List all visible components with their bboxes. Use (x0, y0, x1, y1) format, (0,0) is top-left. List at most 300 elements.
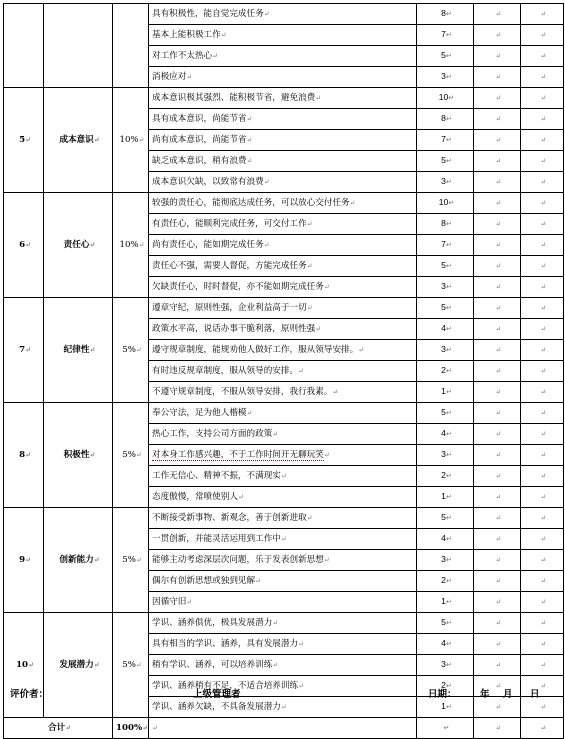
manager-score-cell (520, 361, 563, 382)
self-score-cell (473, 718, 520, 739)
criterion-text: 不断接受新事物、新观念，善于创新进取 (151, 513, 307, 523)
criterion-cell (148, 172, 416, 193)
item-index: 9 (19, 555, 26, 565)
score-cell (416, 256, 473, 277)
paragraph-mark-icon: ↵ (540, 199, 547, 207)
score-value: 7 (441, 239, 446, 249)
paragraph-mark-icon: ↵ (540, 598, 547, 606)
paragraph-mark-icon: ↵ (263, 10, 270, 18)
paragraph-mark-icon: ↵ (65, 723, 72, 732)
score-value: 1 (441, 701, 446, 711)
score-value: 1 (441, 596, 446, 606)
criterion-cell (148, 277, 416, 298)
self-score-cell (473, 487, 520, 508)
paragraph-mark-icon: ↵ (540, 10, 547, 18)
paragraph-mark-icon: ↵ (445, 221, 452, 228)
item-weight: 5% (122, 660, 136, 670)
paragraph-mark-icon: ↵ (315, 325, 322, 333)
item-name: 责任心 (63, 240, 90, 250)
criterion-text: 学识、涵养俱优，极具发展潜力 (151, 618, 273, 628)
self-score-cell (473, 403, 520, 424)
self-score-cell (473, 25, 520, 46)
paragraph-mark-icon: ↵ (495, 682, 502, 690)
paragraph-mark-icon: ↵ (445, 557, 452, 564)
criterion-text: 有责任心，能顺利完成任务，可交付工作 (151, 219, 307, 229)
criterion-cell (148, 487, 416, 508)
paragraph-mark-icon: ↵ (495, 661, 502, 669)
criterion-text: 具有积极性，能自觉完成任务 (151, 9, 264, 19)
score-value: 5 (441, 260, 446, 270)
criterion-text: 遵守规章制度，能规劝他人做好工作，服从领导安排。 (151, 345, 359, 355)
paragraph-mark-icon: ↵ (445, 242, 452, 249)
signature-footer (0, 684, 565, 702)
criterion-cell (148, 382, 416, 403)
criterion-text: 消极应对 (151, 72, 187, 82)
score-cell (416, 46, 473, 67)
paragraph-mark-icon: ↵ (540, 157, 547, 165)
item-index: 7 (19, 345, 26, 355)
paragraph-mark-icon: ↵ (246, 157, 253, 165)
score-cell (416, 445, 473, 466)
paragraph-mark-icon: ↵ (445, 641, 452, 648)
paragraph-mark-icon: ↵ (445, 599, 452, 606)
self-score-cell (473, 571, 520, 592)
paragraph-mark-icon: ↵ (89, 240, 96, 249)
paragraph-mark-icon: ↵ (93, 660, 100, 669)
self-score-cell (473, 466, 520, 487)
paragraph-mark-icon: ↵ (212, 52, 219, 60)
criterion-cell (148, 256, 416, 277)
score-value: 2 (441, 470, 446, 480)
score-cell (416, 487, 473, 508)
paragraph-mark-icon: ↵ (445, 452, 452, 459)
paragraph-mark-icon: ↵ (540, 178, 547, 186)
item-index-cell (4, 403, 44, 508)
paragraph-mark-icon: ↵ (445, 515, 452, 522)
paragraph-mark-icon: ↵ (540, 577, 547, 585)
score-cell (416, 634, 473, 655)
paragraph-mark-icon: ↵ (495, 220, 502, 228)
manager-score-cell (520, 88, 563, 109)
score-cell (416, 571, 473, 592)
paragraph-mark-icon: ↵ (445, 74, 452, 81)
score-cell (416, 151, 473, 172)
paragraph-mark-icon: ↵ (445, 494, 452, 501)
score-value: 3 (441, 344, 446, 354)
paragraph-mark-icon: ↵ (445, 263, 452, 270)
item-weight-cell (113, 298, 149, 403)
score-value: 2 (441, 680, 446, 690)
self-score-cell (473, 592, 520, 613)
manager-score-cell (520, 109, 563, 130)
paragraph-mark-icon: ↵ (358, 346, 365, 354)
table-row (4, 88, 564, 109)
score-cell (416, 193, 473, 214)
item-index: 5 (19, 135, 26, 145)
paragraph-mark-icon: ↵ (298, 682, 304, 690)
paragraph-mark-icon: ↵ (540, 52, 547, 60)
score-cell (416, 403, 473, 424)
paragraph-mark-icon: ↵ (25, 450, 31, 459)
score-cell (416, 4, 473, 25)
manager-score-cell (520, 487, 563, 508)
item-weight-cell (113, 4, 149, 88)
paragraph-mark-icon: ↵ (540, 493, 547, 501)
paragraph-mark-icon: ↵ (495, 388, 502, 396)
score-cell (416, 361, 473, 382)
paragraph-mark-icon: ↵ (445, 704, 452, 711)
paragraph-mark-icon: ↵ (138, 241, 145, 249)
paragraph-mark-icon: ↵ (323, 283, 330, 291)
item-name-cell (44, 88, 113, 193)
item-name-cell (44, 298, 113, 403)
criterion-cell (148, 403, 416, 424)
paragraph-mark-icon: ↵ (445, 347, 452, 354)
criterion-text: 因循守旧 (151, 597, 187, 607)
self-score-cell (473, 88, 520, 109)
total-weight: 100% (116, 723, 143, 733)
item-name-cell (44, 403, 113, 508)
self-score-cell (473, 235, 520, 256)
paragraph-mark-icon: ↵ (445, 389, 452, 396)
paragraph-mark-icon: ↵ (495, 619, 502, 627)
criterion-text: 热心工作，支持公司方面的政策 (151, 429, 273, 439)
score-value: 3 (441, 554, 446, 564)
paragraph-mark-icon: ↵ (540, 346, 547, 354)
paragraph-mark-icon: ↵ (495, 640, 502, 648)
self-score-cell (473, 193, 520, 214)
paragraph-mark-icon: ↵ (540, 661, 547, 669)
paragraph-mark-icon: ↵ (495, 346, 502, 354)
paragraph-mark-icon: ↵ (540, 73, 547, 81)
score-value: 3 (441, 659, 446, 669)
self-score-cell (473, 424, 520, 445)
item-index: 10 (16, 660, 29, 670)
item-name: 成本意识 (59, 135, 94, 145)
criterion-cell (148, 361, 416, 382)
criterion-cell (148, 46, 416, 67)
manager-score-cell (520, 550, 563, 571)
paragraph-mark-icon: ↵ (495, 556, 502, 564)
paragraph-mark-icon: ↵ (495, 703, 502, 711)
manager-score-cell (520, 25, 563, 46)
manager-score-cell (520, 256, 563, 277)
paragraph-mark-icon: ↵ (280, 472, 287, 480)
item-weight: 10% (119, 135, 139, 145)
criterion-text: 学识、涵养欠缺，不具备发展潜力 (151, 702, 281, 712)
paragraph-mark-icon: ↵ (315, 94, 322, 102)
paragraph-mark-icon: ↵ (142, 723, 148, 732)
criterion-text: 能够主动考虑深层次问题，乐于发表创新思想 (151, 555, 324, 565)
score-value: 5 (441, 155, 446, 165)
total-weight-cell (113, 718, 149, 739)
paragraph-mark-icon: ↵ (495, 535, 502, 543)
score-value: 5 (441, 302, 446, 312)
paragraph-mark-icon: ↵ (445, 410, 452, 417)
score-value: 7 (441, 29, 446, 39)
paragraph-mark-icon: ↵ (263, 241, 270, 249)
paragraph-mark-icon: ↵ (89, 345, 96, 354)
item-weight: 10% (119, 240, 139, 250)
criterion-text: 尚有成本意识，尚能节省 (151, 135, 247, 145)
self-score-cell (473, 46, 520, 67)
manager-score-cell (520, 277, 563, 298)
score-cell (416, 172, 473, 193)
paragraph-mark-icon: ↵ (540, 367, 547, 375)
item-index: 6 (19, 240, 26, 250)
paragraph-mark-icon: ↵ (540, 409, 547, 417)
paragraph-mark-icon: ↵ (25, 345, 31, 354)
paragraph-mark-icon: ↵ (540, 31, 547, 39)
self-score-cell (473, 529, 520, 550)
manager-score-cell (520, 718, 563, 739)
score-cell (416, 718, 473, 739)
criterion-cell (148, 718, 416, 739)
table-row (4, 193, 564, 214)
paragraph-mark-icon: ↵ (495, 325, 502, 333)
total-label-cell (4, 718, 113, 739)
paragraph-mark-icon: ↵ (540, 430, 547, 438)
paragraph-mark-icon: ↵ (445, 620, 452, 627)
table-row (4, 403, 564, 424)
self-score-cell (473, 655, 520, 676)
year-label: 年 (480, 689, 490, 700)
self-score-cell (473, 361, 520, 382)
paragraph-mark-icon: ↵ (495, 724, 502, 732)
paragraph-mark-icon: ↵ (540, 724, 547, 732)
paragraph-mark-icon: ↵ (272, 661, 279, 669)
criterion-text: 遵章守纪，原则性强，企业利益高于一切 (151, 303, 307, 313)
self-score-cell (473, 508, 520, 529)
paragraph-mark-icon: ↵ (540, 556, 547, 564)
score-cell (416, 424, 473, 445)
manager-score-cell (520, 67, 563, 88)
manager-score-cell (520, 592, 563, 613)
paragraph-mark-icon: ↵ (135, 661, 142, 669)
criterion-cell (148, 571, 416, 592)
self-score-cell (473, 109, 520, 130)
criterion-cell (148, 235, 416, 256)
paragraph-mark-icon: ↵ (186, 598, 193, 606)
criterion-text: 缺乏成本意识，稍有浪费 (151, 156, 247, 166)
paragraph-mark-icon: ↵ (445, 179, 452, 186)
paragraph-mark-icon: ↵ (93, 135, 100, 144)
criterion-cell (148, 319, 416, 340)
item-weight-cell (113, 403, 149, 508)
day-label: 日 (530, 689, 540, 700)
score-value: 7 (441, 134, 446, 144)
item-name-cell (44, 4, 113, 88)
item-index-cell (4, 88, 44, 193)
manager-score-cell (520, 571, 563, 592)
score-value: 5 (441, 407, 446, 417)
paragraph-mark-icon: ↵ (323, 556, 330, 564)
paragraph-mark-icon: ↵ (540, 451, 547, 459)
score-cell (416, 382, 473, 403)
self-score-cell (473, 172, 520, 193)
paragraph-mark-icon: ↵ (495, 409, 502, 417)
criterion-cell (148, 298, 416, 319)
self-score-cell (473, 277, 520, 298)
paragraph-mark-icon: ↵ (495, 304, 502, 312)
criterion-cell (148, 445, 416, 466)
paragraph-mark-icon: ↵ (445, 368, 452, 375)
paragraph-mark-icon: ↵ (263, 178, 270, 186)
paragraph-mark-icon: ↵ (495, 451, 502, 459)
criterion-cell (148, 529, 416, 550)
paragraph-mark-icon: ↵ (272, 619, 279, 627)
score-cell (416, 340, 473, 361)
paragraph-mark-icon: ↵ (540, 703, 547, 711)
criterion-text: 成本意识极其强烈、能积极节省，避免浪费 (151, 93, 316, 103)
paragraph-mark-icon: ↵ (306, 304, 313, 312)
criterion-cell (148, 340, 416, 361)
paragraph-mark-icon: ↵ (495, 157, 502, 165)
evaluator-label: 评价者： (10, 689, 49, 700)
score-value: 8 (441, 218, 446, 228)
score-value: 2 (441, 575, 446, 585)
manager-score-cell (520, 130, 563, 151)
manager-score-cell (520, 235, 563, 256)
paragraph-mark-icon: ↵ (495, 31, 502, 39)
paragraph-mark-icon: ↵ (280, 703, 287, 711)
paragraph-mark-icon: ↵ (540, 262, 547, 270)
criterion-cell (148, 109, 416, 130)
manager-score-cell (520, 4, 563, 25)
paragraph-mark-icon: ↵ (443, 725, 450, 732)
paragraph-mark-icon: ↵ (323, 451, 330, 459)
score-value: 1 (441, 386, 446, 396)
criterion-text: 政策水平高，说话办事干脆利落，原则性强 (151, 324, 316, 334)
item-weight: 5% (122, 345, 136, 355)
paragraph-mark-icon: ↵ (495, 52, 502, 60)
paragraph-mark-icon: ↵ (445, 284, 452, 291)
criterion-text: 稍有学识、涵养，可以培养训练 (151, 660, 273, 670)
score-value: 5 (441, 617, 446, 627)
paragraph-mark-icon: ↵ (540, 220, 547, 228)
manager-score-cell (520, 634, 563, 655)
criterion-cell (148, 193, 416, 214)
paragraph-mark-icon: ↵ (495, 514, 502, 522)
total-row (4, 718, 564, 739)
score-value: 10 (438, 197, 449, 207)
manager-score-cell (520, 46, 563, 67)
score-value: 3 (441, 449, 446, 459)
score-cell (416, 550, 473, 571)
paragraph-mark-icon: ↵ (445, 326, 452, 333)
criterion-text: 具有相当的学识、涵养，具有发展潜力 (151, 639, 299, 649)
score-cell (416, 109, 473, 130)
table-row (4, 613, 564, 634)
criterion-cell (148, 88, 416, 109)
self-score-cell (473, 550, 520, 571)
paragraph-mark-icon: ↵ (495, 598, 502, 606)
evaluation-table (3, 3, 564, 739)
manager-score-cell (520, 151, 563, 172)
score-value: 5 (441, 512, 446, 522)
criterion-cell (148, 550, 416, 571)
score-value: 5 (441, 50, 446, 60)
manager-label: 上级管理者 (193, 689, 241, 700)
paragraph-mark-icon: ↵ (495, 10, 502, 18)
paragraph-mark-icon: ↵ (186, 73, 193, 81)
criterion-cell (148, 4, 416, 25)
paragraph-mark-icon: ↵ (540, 304, 547, 312)
item-name: 积极性 (63, 450, 90, 460)
paragraph-mark-icon: ↵ (25, 555, 31, 564)
paragraph-mark-icon: ↵ (495, 367, 502, 375)
manager-score-cell (520, 403, 563, 424)
score-cell (416, 592, 473, 613)
manager-score-cell (520, 445, 563, 466)
paragraph-mark-icon: ↵ (255, 577, 261, 585)
item-weight-cell (113, 193, 149, 298)
paragraph-mark-icon: ↵ (298, 367, 304, 375)
paragraph-mark-icon: ↵ (89, 450, 96, 459)
paragraph-mark-icon: ↵ (495, 283, 502, 291)
paragraph-mark-icon: ↵ (495, 178, 502, 186)
criterion-text: 奉公守法，足为他人楷模 (151, 408, 247, 418)
item-name: 纪律性 (63, 345, 90, 355)
criterion-text: 一贯创新，并能灵活运用到工作中 (151, 534, 281, 544)
paragraph-mark-icon: ↵ (135, 451, 142, 459)
criterion-text: 对工作不太热心 (151, 51, 213, 61)
self-score-cell (473, 214, 520, 235)
self-score-cell (473, 319, 520, 340)
manager-score-cell (520, 529, 563, 550)
paragraph-mark-icon: ↵ (540, 94, 547, 102)
criterion-cell (148, 130, 416, 151)
criterion-cell (148, 424, 416, 445)
score-cell (416, 88, 473, 109)
score-cell (416, 508, 473, 529)
score-cell (416, 319, 473, 340)
paragraph-mark-icon: ↵ (332, 388, 339, 396)
criterion-text: 较强的责任心，能彻底达成任务，可以放心交付任务 (151, 198, 350, 208)
score-cell (416, 25, 473, 46)
criterion-text: 态度傲慢，常喷使别人 (151, 492, 238, 502)
criterion-cell (148, 25, 416, 46)
paragraph-mark-icon: ↵ (445, 578, 452, 585)
paragraph-mark-icon: ↵ (448, 95, 455, 102)
paragraph-mark-icon: ↵ (445, 116, 452, 123)
month-label: 月 (503, 689, 513, 700)
criterion-cell (148, 466, 416, 487)
score-value: 1 (441, 491, 446, 501)
paragraph-mark-icon: ↵ (246, 136, 253, 144)
paragraph-mark-icon: ↵ (445, 137, 452, 144)
criterion-cell (148, 508, 416, 529)
paragraph-mark-icon: ↵ (540, 472, 547, 480)
paragraph-mark-icon: ↵ (495, 577, 502, 585)
paragraph-mark-icon: ↵ (445, 305, 452, 312)
paragraph-mark-icon: ↵ (540, 682, 547, 690)
item-index-cell (4, 4, 44, 88)
paragraph-mark-icon: ↵ (246, 409, 253, 417)
item-name: 发展潜力 (59, 660, 94, 670)
score-value: 3 (441, 176, 446, 186)
score-cell (416, 655, 473, 676)
paragraph-mark-icon: ↵ (445, 32, 452, 39)
manager-score-cell (520, 466, 563, 487)
self-score-cell (473, 613, 520, 634)
score-value: 4 (441, 428, 446, 438)
score-value: 8 (441, 8, 446, 18)
paragraph-mark-icon: ↵ (445, 53, 452, 60)
paragraph-mark-icon: ↵ (540, 535, 547, 543)
paragraph-mark-icon: ↵ (306, 220, 313, 228)
paragraph-mark-icon: ↵ (135, 346, 142, 354)
